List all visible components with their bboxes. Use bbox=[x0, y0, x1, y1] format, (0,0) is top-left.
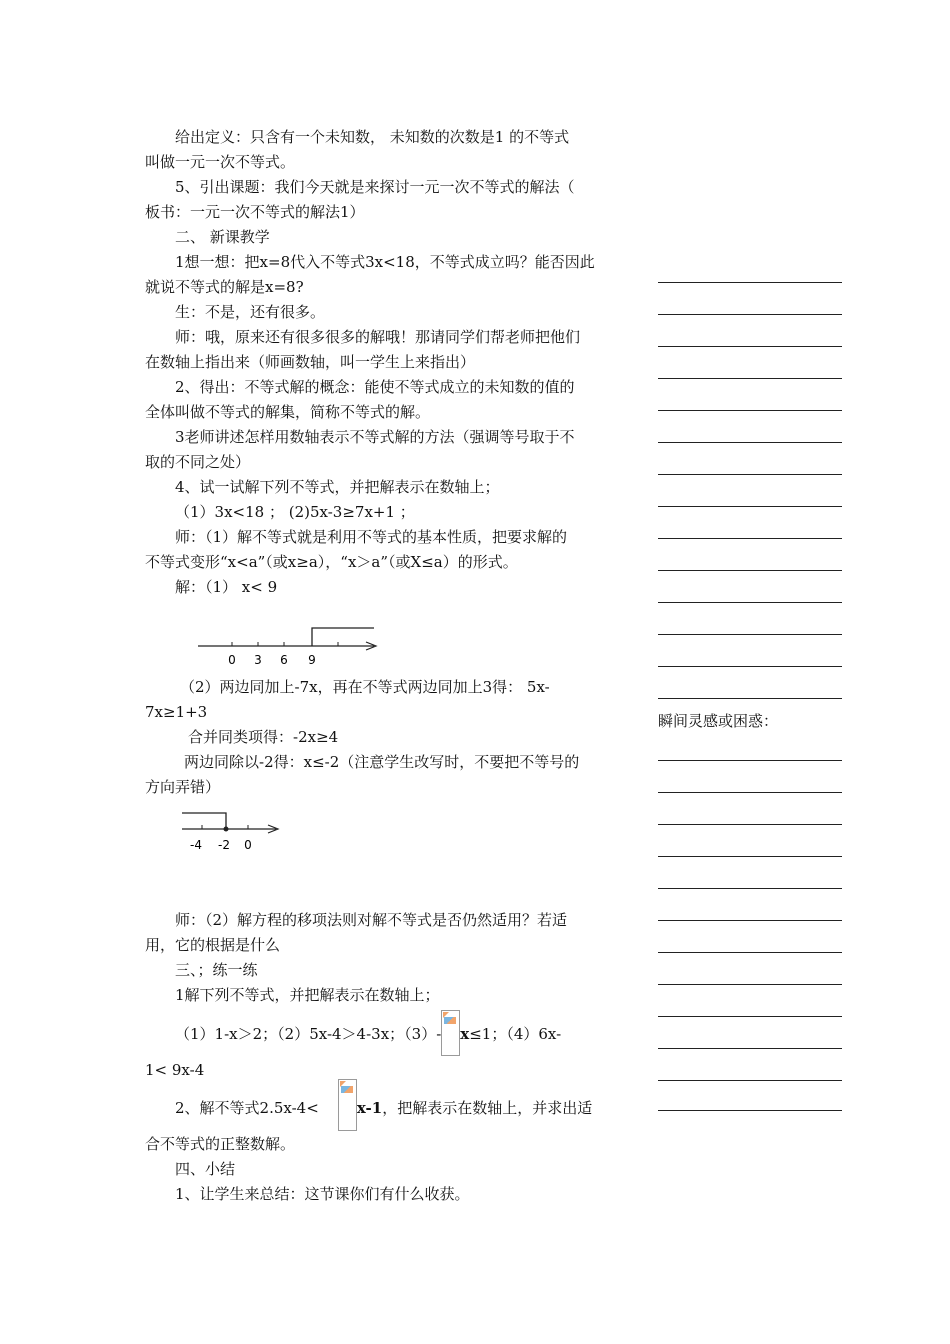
text-line: 2、得出：不等式解的概念：能使不等式成立的未知数的值的 bbox=[175, 378, 575, 396]
text-line: 在数轴上指出来（师画数轴，叫一学生上来指出） bbox=[145, 353, 476, 371]
note-rule bbox=[658, 570, 842, 571]
text-line: 1< 9x-4 bbox=[145, 1061, 205, 1079]
text-line: 板书：一元一次不等式的解法1） bbox=[145, 203, 365, 221]
text-line: 合不等式的正整数解。 bbox=[145, 1135, 296, 1153]
tick-label: -4 bbox=[190, 838, 202, 852]
note-rule bbox=[658, 760, 842, 761]
tick-label: 0 bbox=[244, 838, 252, 852]
note-rule bbox=[658, 602, 842, 603]
note-rule bbox=[658, 888, 842, 889]
note-rule bbox=[658, 856, 842, 857]
text-line: 师：哦，原来还有很多很多的解哦！那请同学们帮老师把他们 bbox=[175, 328, 581, 346]
tick-label: 9 bbox=[308, 653, 316, 667]
text-line: 7x≥1+3 bbox=[145, 703, 208, 721]
text-fragment: 2、解不等式2.5x-4< bbox=[175, 1099, 319, 1117]
text-line: 不等式变形“x<a”（或x≥a），“x＞a”（或X≤a）的形式。 bbox=[145, 553, 518, 571]
text-line: 两边同除以-2得：x≤-2（注意学生改写时，不要把不等号的 bbox=[184, 753, 580, 771]
text-fragment: x-1 bbox=[356, 1099, 383, 1117]
text-line: （1）3x<18 ； (2)5x-3≥7x+1 ； bbox=[175, 503, 415, 521]
text-line: 生：不是，还有很多。 bbox=[175, 303, 326, 321]
note-rule bbox=[658, 506, 842, 507]
text-line: 给出定义：只含有一个未知数， 未知数的次数是1 的不等式 bbox=[175, 128, 570, 146]
note-rule bbox=[658, 698, 842, 699]
note-rule bbox=[658, 666, 842, 667]
text-line: 师：（1）解不等式就是利用不等式的基本性质，把要求解的 bbox=[175, 528, 568, 546]
note-rule bbox=[658, 634, 842, 635]
tick-label: 6 bbox=[280, 653, 288, 667]
text-line: 用，它的根据是什么 bbox=[145, 936, 281, 954]
number-line-2 bbox=[178, 805, 288, 855]
text-line bbox=[175, 1098, 592, 1119]
text-line: 全体叫做不等式的解集，简称不等式的解。 bbox=[145, 403, 431, 421]
note-rule bbox=[658, 1080, 842, 1081]
text-line: 1解下列不等式，并把解表示在数轴上； bbox=[175, 986, 440, 1004]
note-rule bbox=[658, 282, 842, 283]
side-note-label: 瞬间灵感或困惑： bbox=[658, 712, 779, 730]
note-rule bbox=[658, 314, 842, 315]
note-rule bbox=[658, 984, 842, 985]
tick-label: 3 bbox=[254, 653, 262, 667]
tick-label: 0 bbox=[228, 653, 236, 667]
section-heading: 四、小结 bbox=[175, 1160, 236, 1178]
text-line: 取的不同之处） bbox=[145, 453, 251, 471]
section-heading: 二、 新课教学 bbox=[175, 228, 270, 246]
text-line: 解：（1） x< 9 bbox=[175, 578, 278, 596]
text-fragment: x bbox=[460, 1025, 470, 1043]
note-rule bbox=[658, 410, 842, 411]
text-fragment: （1）1-x＞2；（2）5x-4＞4-3x；（3）- bbox=[175, 1025, 442, 1043]
note-rule bbox=[658, 1110, 842, 1111]
text-line bbox=[175, 1024, 561, 1046]
note-rule bbox=[658, 792, 842, 793]
text-fragment: ≤1；（4）6x- bbox=[469, 1025, 562, 1043]
note-rule bbox=[658, 378, 842, 379]
text-line: 就说不等式的解是x=8? bbox=[145, 278, 304, 296]
note-rule bbox=[658, 824, 842, 825]
text-line: 1、让学生来总结：这节课你们有什么收获。 bbox=[175, 1185, 470, 1203]
note-rule bbox=[658, 952, 842, 953]
section-heading: 三、；练一练 bbox=[175, 961, 258, 979]
note-rule bbox=[658, 920, 842, 921]
text-fragment: ，把解表示在数轴上，并求出适 bbox=[382, 1099, 593, 1117]
number-line-1 bbox=[190, 620, 390, 670]
text-line: 方向弄错） bbox=[145, 778, 221, 796]
text-line: 5、引出课题：我们今天就是来探讨一元一次不等式的解法（ bbox=[175, 178, 575, 196]
note-rule bbox=[658, 442, 842, 443]
note-rule bbox=[658, 1016, 842, 1017]
text-line: 师：（2）解方程的移项法则对解不等式是否仍然适用？若适 bbox=[175, 911, 568, 929]
text-line: （2）两边同加上-7x，再在不等式两边同加上3得： 5x- bbox=[180, 678, 550, 696]
note-rule bbox=[658, 346, 842, 347]
text-line: 叫做一元一次不等式。 bbox=[145, 153, 296, 171]
note-rule bbox=[658, 474, 842, 475]
note-rule bbox=[658, 1048, 842, 1049]
text-line: 3老师讲述怎样用数轴表示不等式解的方法（强调等号取于不 bbox=[175, 428, 575, 446]
text-line: 4、试一试解下列不等式，并把解表示在数轴上； bbox=[175, 478, 500, 496]
text-line: 1想一想：把x=8代入不等式3x<18，不等式成立吗？能否因此 bbox=[175, 253, 595, 271]
tick-label: -2 bbox=[218, 838, 230, 852]
fraction-image-icon bbox=[441, 1010, 460, 1056]
note-rule bbox=[658, 538, 842, 539]
text-line: 合并同类项得：-2x≥4 bbox=[188, 728, 339, 746]
fraction-image-icon bbox=[338, 1079, 357, 1131]
